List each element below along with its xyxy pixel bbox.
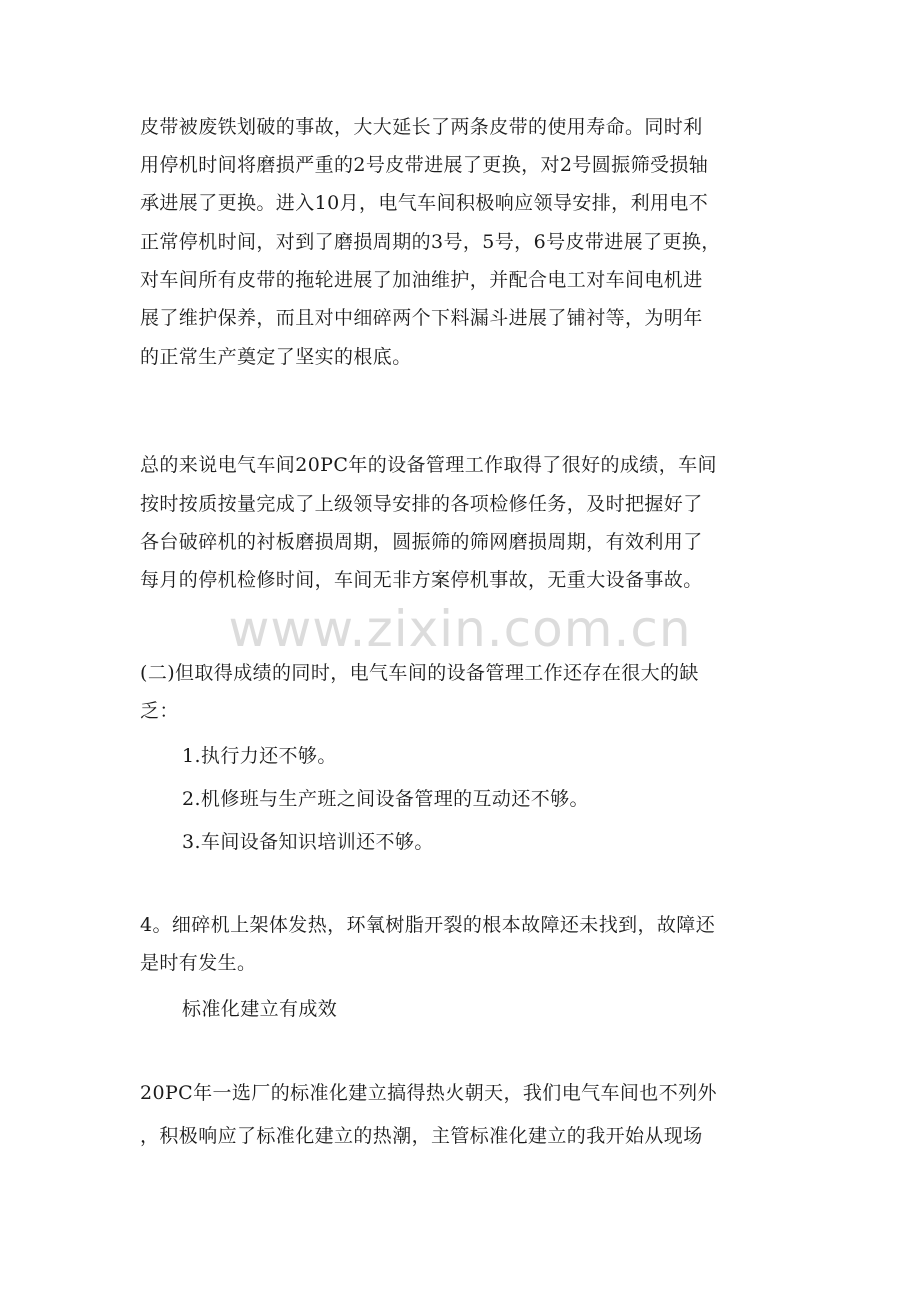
watermark: www.zixin.com.cn	[228, 600, 692, 658]
paragraph-3-line-1: (二)但取得成绩的同时，电气车间的设备管理工作还存在很大的缺	[140, 662, 699, 684]
paragraph-1-line-1: 皮带被废铁划破的事故，大大延长了两条皮带的使用寿命。同时利	[140, 116, 703, 138]
list-item-2: 2.机修班与生产班之间设备管理的互动还不够。	[182, 788, 589, 810]
paragraph-1-line-2: 用停机时间将磨损严重的2号皮带进展了更换，对2号圆振筛受损轴	[140, 154, 709, 176]
paragraph-5-line-2: ，积极响应了标准化建立的热潮，主管标准化建立的我开始从现场	[140, 1125, 703, 1147]
paragraph-2-line-2: 按时按质按量完成了上级领导安排的各项检修任务，及时把握好了	[140, 493, 703, 515]
paragraph-3-line-2: 乏：	[140, 700, 179, 722]
paragraph-2-line-3: 各台破碎机的衬板磨损周期，圆振筛的筛网磨损周期，有效利用了	[140, 531, 703, 553]
paragraph-1-line-4: 正常停机时间，对到了磨损周期的3号，5号，6号皮带进展了更换，	[140, 231, 721, 253]
paragraph-2-line-4: 每月的停机检修时间，车间无非方案停机事故，无重大设备事故。	[140, 569, 703, 591]
paragraph-4-line-2: 是时有发生。	[140, 952, 257, 974]
paragraph-1-line-6: 展了维护保养，而且对中细碎两个下料漏斗进展了铺衬等，为明年	[140, 307, 703, 329]
section-heading: 标准化建立有成效	[182, 998, 338, 1020]
paragraph-1-line-3: 承进展了更换。进入10月，电气车间积极响应领导安排，利用电不	[140, 192, 709, 214]
paragraph-1-line-5: 对车间所有皮带的拖轮进展了加油维护，并配合电工对车间电机进	[140, 269, 703, 291]
list-item-1: 1.执行力还不够。	[182, 745, 337, 767]
list-item-3: 3.车间设备知识培训还不够。	[182, 831, 434, 853]
paragraph-5-line-1: 20PC年一选厂的标准化建立搞得热火朝天，我们电气车间也不列外	[140, 1082, 717, 1104]
paragraph-2-line-1: 总的来说电气车间20PC年的设备管理工作取得了很好的成绩，车间	[140, 454, 717, 476]
paragraph-4-line-1: 4。细碎机上架体发热，环氧树脂开裂的根本故障还未找到，故障还	[140, 914, 716, 936]
paragraph-1-line-7: 的正常生产奠定了坚实的根底。	[140, 346, 412, 368]
